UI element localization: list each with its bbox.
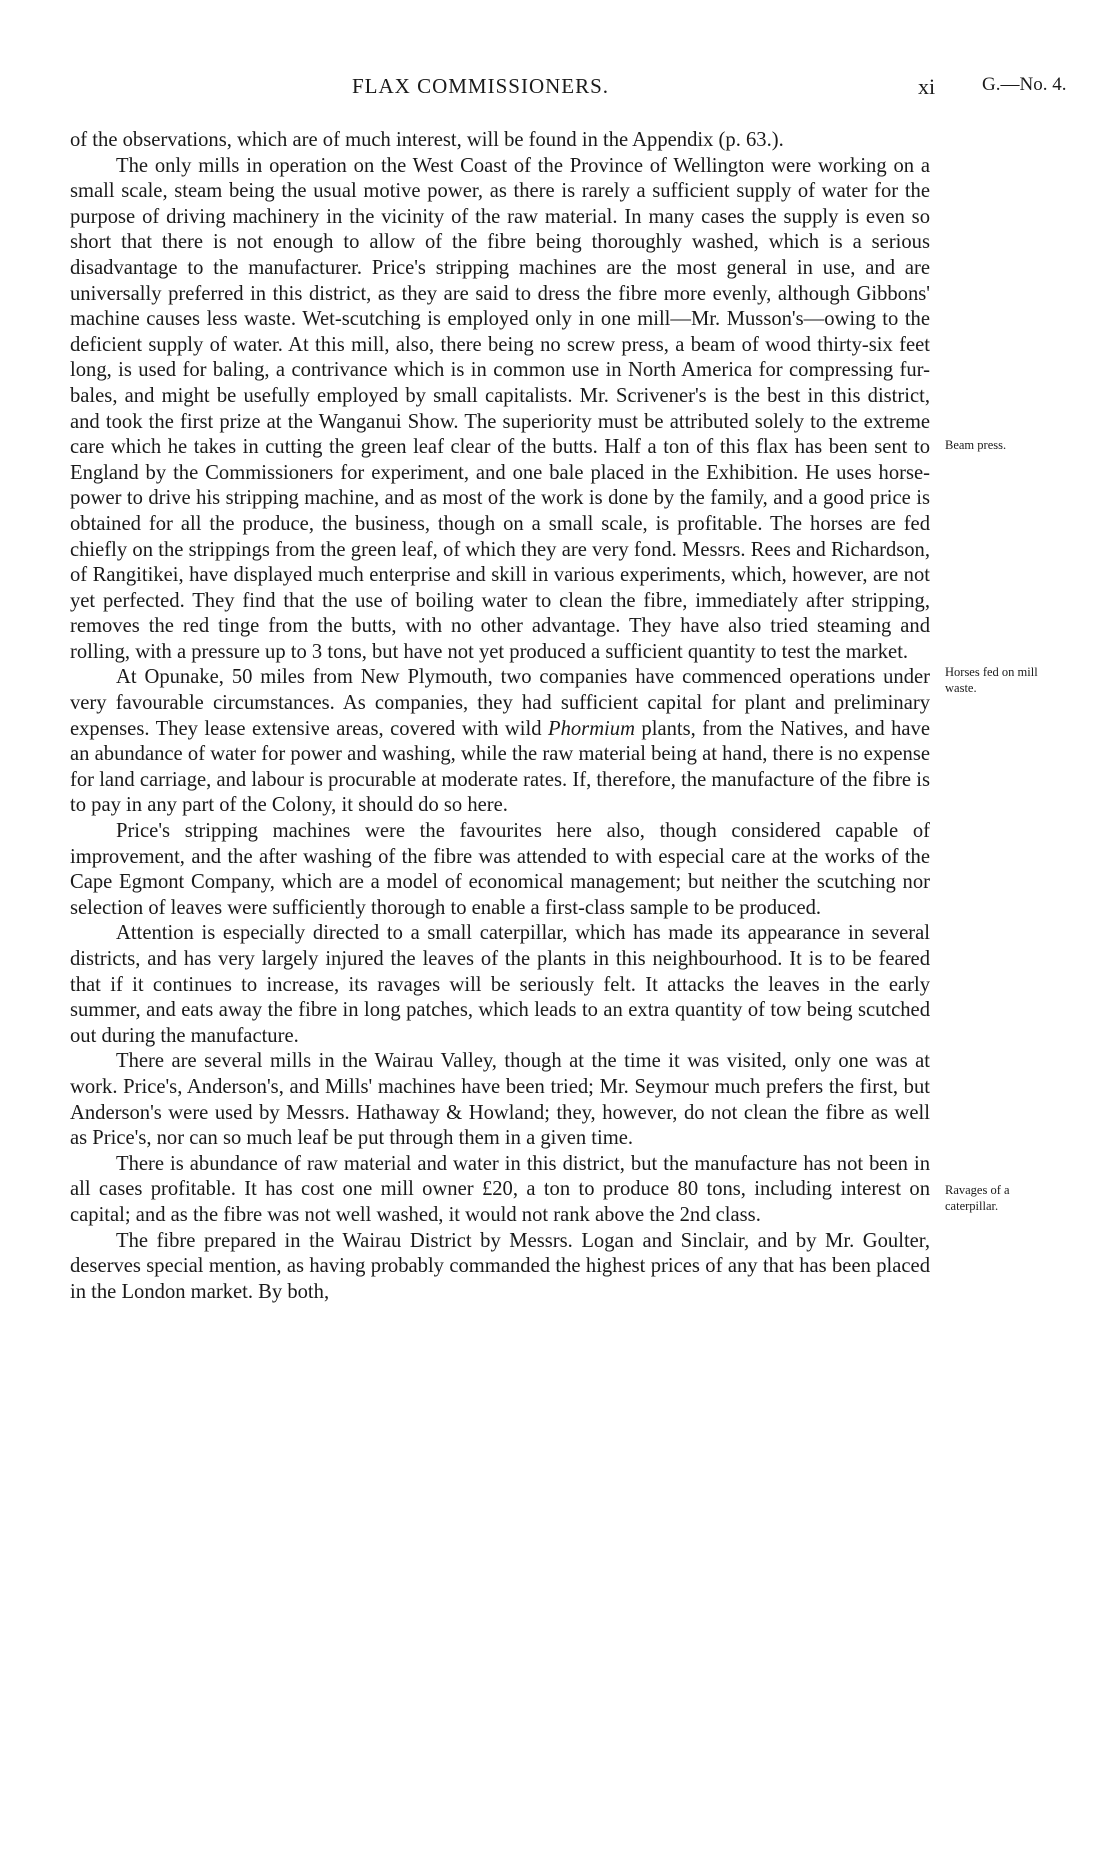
phormium-term: Phormium <box>548 717 635 740</box>
paragraph-wairau-mills: There are several mills in the Wairau Valley, though at the time it was visited, only one was at work. Price's, Anderson's, and Mills' machines have been tried; Mr. Seymour much prefers the first, but Anderson's were used by Messrs. Hathaway & Howland; they, however, do not clean the fibre as well as Price's, nor can so much leaf be put through them in a given time. <box>70 1050 930 1150</box>
body-text <box>70 128 930 1305</box>
paragraph-caterpillar: Attention is especially directed to a small caterpillar, which has made its appearance in several districts, and has very largely injured the leaves of the plants in this neighbourhood. It is to be feared that if it continues to increase, its ravages will be seriously felt. It attacks the leaves in the early summer, and eats away the fibre in long patches, which leads to an extra quantity of tow being scutched out during the manufacture. <box>70 922 930 1047</box>
page-number: xi <box>918 74 936 99</box>
margin-note-caterpillar: Ravages of a caterpillar. <box>945 1183 1010 1213</box>
paragraph-opunake-text-a: At Opunake, 50 miles from New Plymouth, two companies have commenced operations under very favourable circumstances. As companies, they had sufficient capital for plant and preliminary expenses. They lease extensive areas, covered with wild <box>70 666 930 740</box>
paragraph-opunake-text-b: plants, from the Natives, and have an abundance of water for power and washing, while the raw material being at hand, there is no expense for land carriage, and labour is procurable at moderate rates. If, therefore, the manufacture of the fibre is to pay in any part of the Colony, it should do so here. <box>70 717 930 817</box>
document-reference: G.—No. 4. <box>982 74 1067 95</box>
paragraph-west-coast-mills: The only mills in operation on the West Coast of the Province of Wellington were working on a small scale, steam being the usual motive power, as there is rarely a sufficient supply of water for the purpose of driving machinery in the vicinity of the raw material. In many cases the supply is even so short that there is not enough to allow of the fibre being thoroughly washed, which is a serious disadvantage to the manufacturer. Price's stripping machines are the most general in use, and are universally preferred in this district, as they are said to dress the fibre more evenly, although Gibbons' machine causes less waste. Wet-scutching is employed only in one mill—Mr. Musson's—owing to the deficient supply of water. At this mill, also, there being no screw press, a beam of wood thirty-six feet long, is used for baling, a contrivance which is in common use in North America for compressing fur-bales, and might be usefully employed by small capitalists. Mr. Scrivener's is the best in this district, and took the first prize at the Wanganui Show. The superiority must be attributed solely to the extreme care which he takes in cutting the green leaf clear of the butts. Half a ton of this flax has been sent to England by the Commissioners for experiment, and one bale placed in the Exhibition. He uses horse-power to drive his stripping machine, and as most of the work is done by the family, and a good price is obtained for all the produce, the business, though on a small scale, is profitable. The horses are fed chiefly on the strippings from the green leaf, of which they are very fond. Messrs. Rees and Richardson, of Rangitikei, have displayed much enterprise and skill in various experiments, which, however, are not yet perfected. They find that the use of boiling water to clean the fibre, immediately after stripping, removes the red tinge from the butts, with no other advantage. They have also tried steaming and rolling, with a pressure up to 3 tons, but have not yet produced a sufficient quantity to test the market. <box>70 154 930 663</box>
paragraph-wairau-fibre: The fibre prepared in the Wairau District by Messrs. Logan and Sinclair, and by Mr. Goulter, deserves special mention, as having probably commanded the highest prices of any that has been placed in the London market. By both, <box>70 1229 930 1303</box>
paragraph-raw-material: There is abundance of raw material and water in this district, but the manufacture has not been in all cases profitable. It has cost one mill owner £20, a ton to produce 80 tons, including interest on capital; and as the fibre was not well washed, it would not rank above the 2nd class. <box>70 1152 930 1226</box>
margin-note-beam-press: Beam press. <box>945 438 1007 452</box>
paragraph-opunake <box>70 665 930 819</box>
margin-note-horses: Horses fed on mill waste. <box>945 665 1038 695</box>
page-header <box>0 74 1114 104</box>
running-title: FLAX COMMISSIONERS. <box>352 74 610 98</box>
paragraph-price-machines: Price's stripping machines were the favourites here also, though considered capable of improvement, and the after washing of the fibre was attended to with especial care at the works of the Cape Egmont Company, which are a model of economical management; but neither the scutching nor selection of leaves were sufficiently thorough to enable a first-class sample to be produced. <box>70 820 930 919</box>
paragraph-continued: of the observations, which are of much interest, will be found in the Appendix (p. 63.). <box>70 129 784 151</box>
